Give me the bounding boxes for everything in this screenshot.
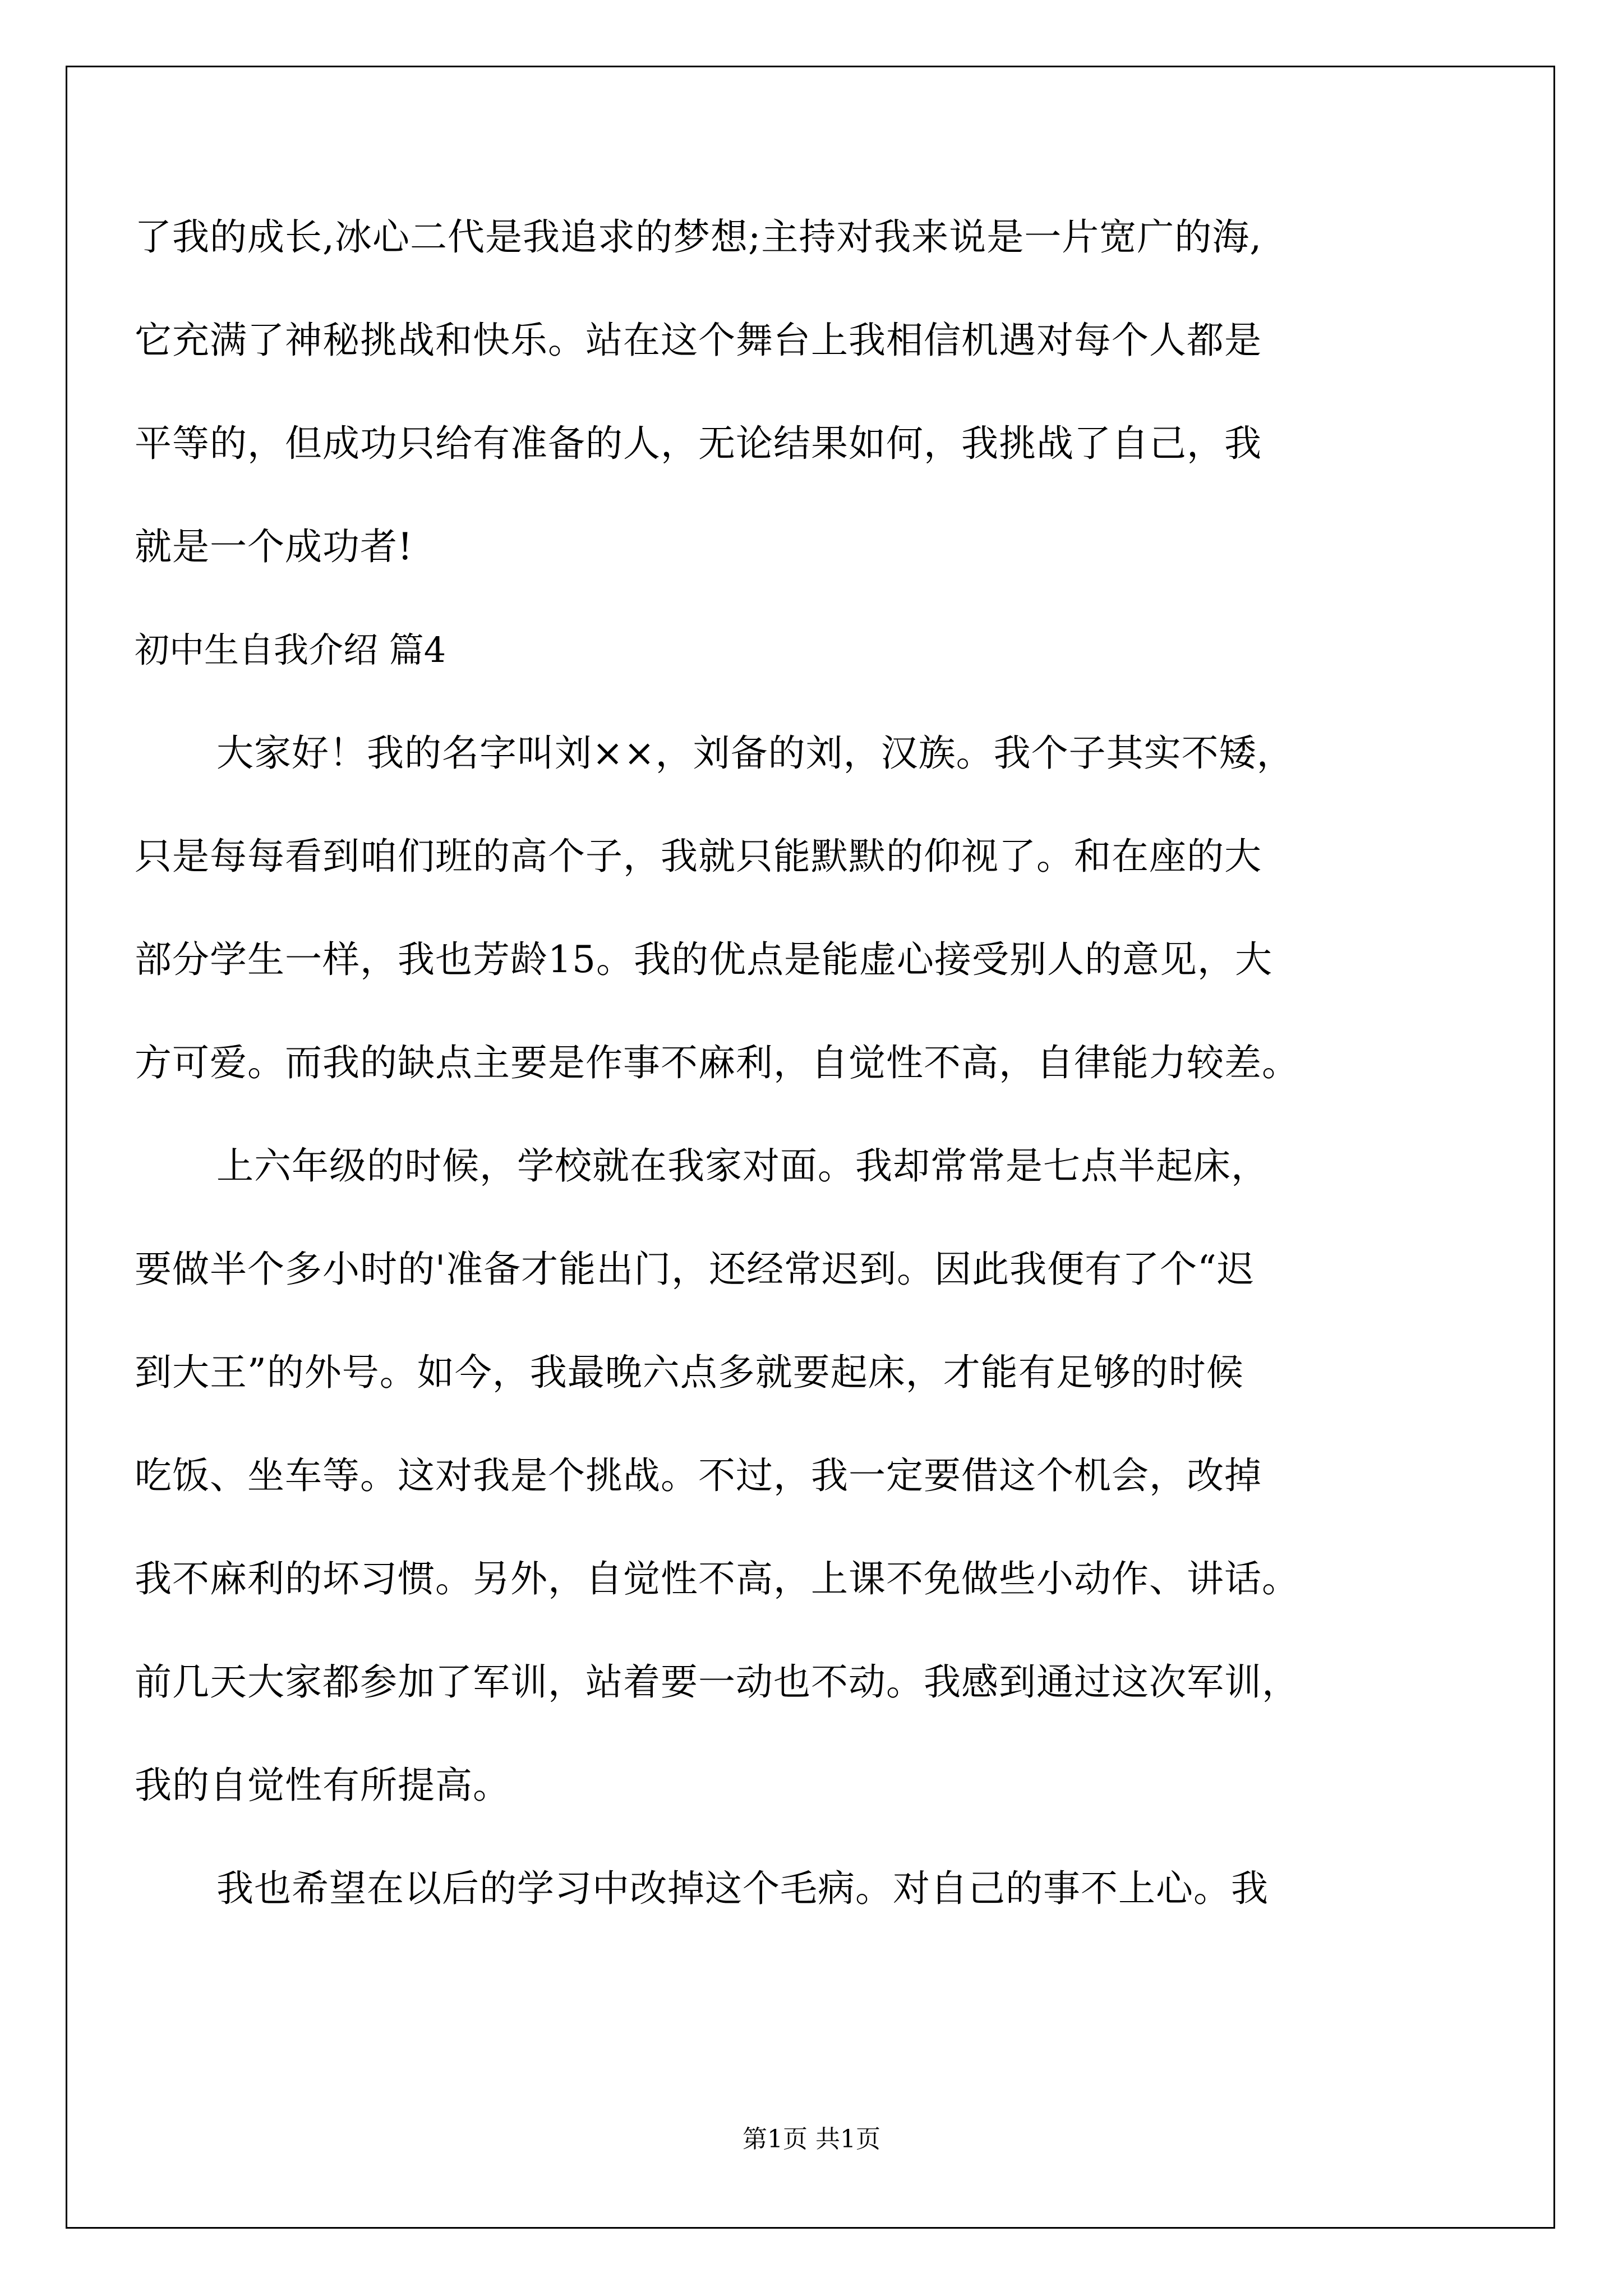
text-line: 了我的成长,冰心二代是我追求的梦想;主持对我来说是一片宽广的海, bbox=[135, 215, 1262, 259]
text-line: 只是每每看到咱们班的高个子，我就只能默默的仰视了。和在座的大 bbox=[135, 835, 1262, 878]
text-line: 就是一个成功者! bbox=[135, 525, 413, 568]
text-line: 平等的，但成功只给有准备的人，无论结果如何，我挑战了自己，我 bbox=[135, 422, 1262, 465]
text-line: 上六年级的时候，学校就在我家对面。我却常常是七点半起床， bbox=[216, 1144, 1269, 1188]
document-body bbox=[135, 215, 1503, 1973]
text-line: 我的自觉性有所提高。 bbox=[135, 1764, 510, 1807]
text-line: 到大王”的外号。如今，我最晚六点多就要起床，才能有足够的时候 bbox=[135, 1351, 1244, 1394]
text-line: 它充满了神秘挑战和快乐。站在这个舞台上我相信机遇对每个人都是 bbox=[135, 319, 1262, 362]
text-line: 要做半个多小时的'准备才能出门，还经常迟到。因此我便有了个“迟 bbox=[135, 1248, 1255, 1291]
section-heading: 初中生自我介绍 篇4 bbox=[135, 629, 446, 670]
text-line: 前几天大家都参加了军训，站着要一动也不动。我感到通过这次军训， bbox=[135, 1660, 1299, 1704]
text-line: 大家好！我的名字叫刘××，刘备的刘，汉族。我个子其实不矮， bbox=[216, 731, 1294, 775]
text-line: 方可爱。而我的缺点主要是作事不麻利，自觉性不高，自律能力较差。 bbox=[135, 1041, 1299, 1084]
text-line: 我不麻利的坏习惯。另外，自觉性不高，上课不免做些小动作、讲话。 bbox=[135, 1557, 1299, 1600]
text-line: 我也希望在以后的学习中改掉这个毛病。对自己的事不上心。我 bbox=[216, 1867, 1269, 1910]
text-line: 吃饭、坐车等。这对我是个挑战。不过，我一定要借这个机会，改掉 bbox=[135, 1454, 1262, 1497]
text-line: 部分学生一样，我也芳龄15。我的优点是能虚心接受别人的意见，大 bbox=[135, 938, 1272, 981]
page-number-footer: 第1页 共1页 bbox=[743, 2125, 880, 2154]
